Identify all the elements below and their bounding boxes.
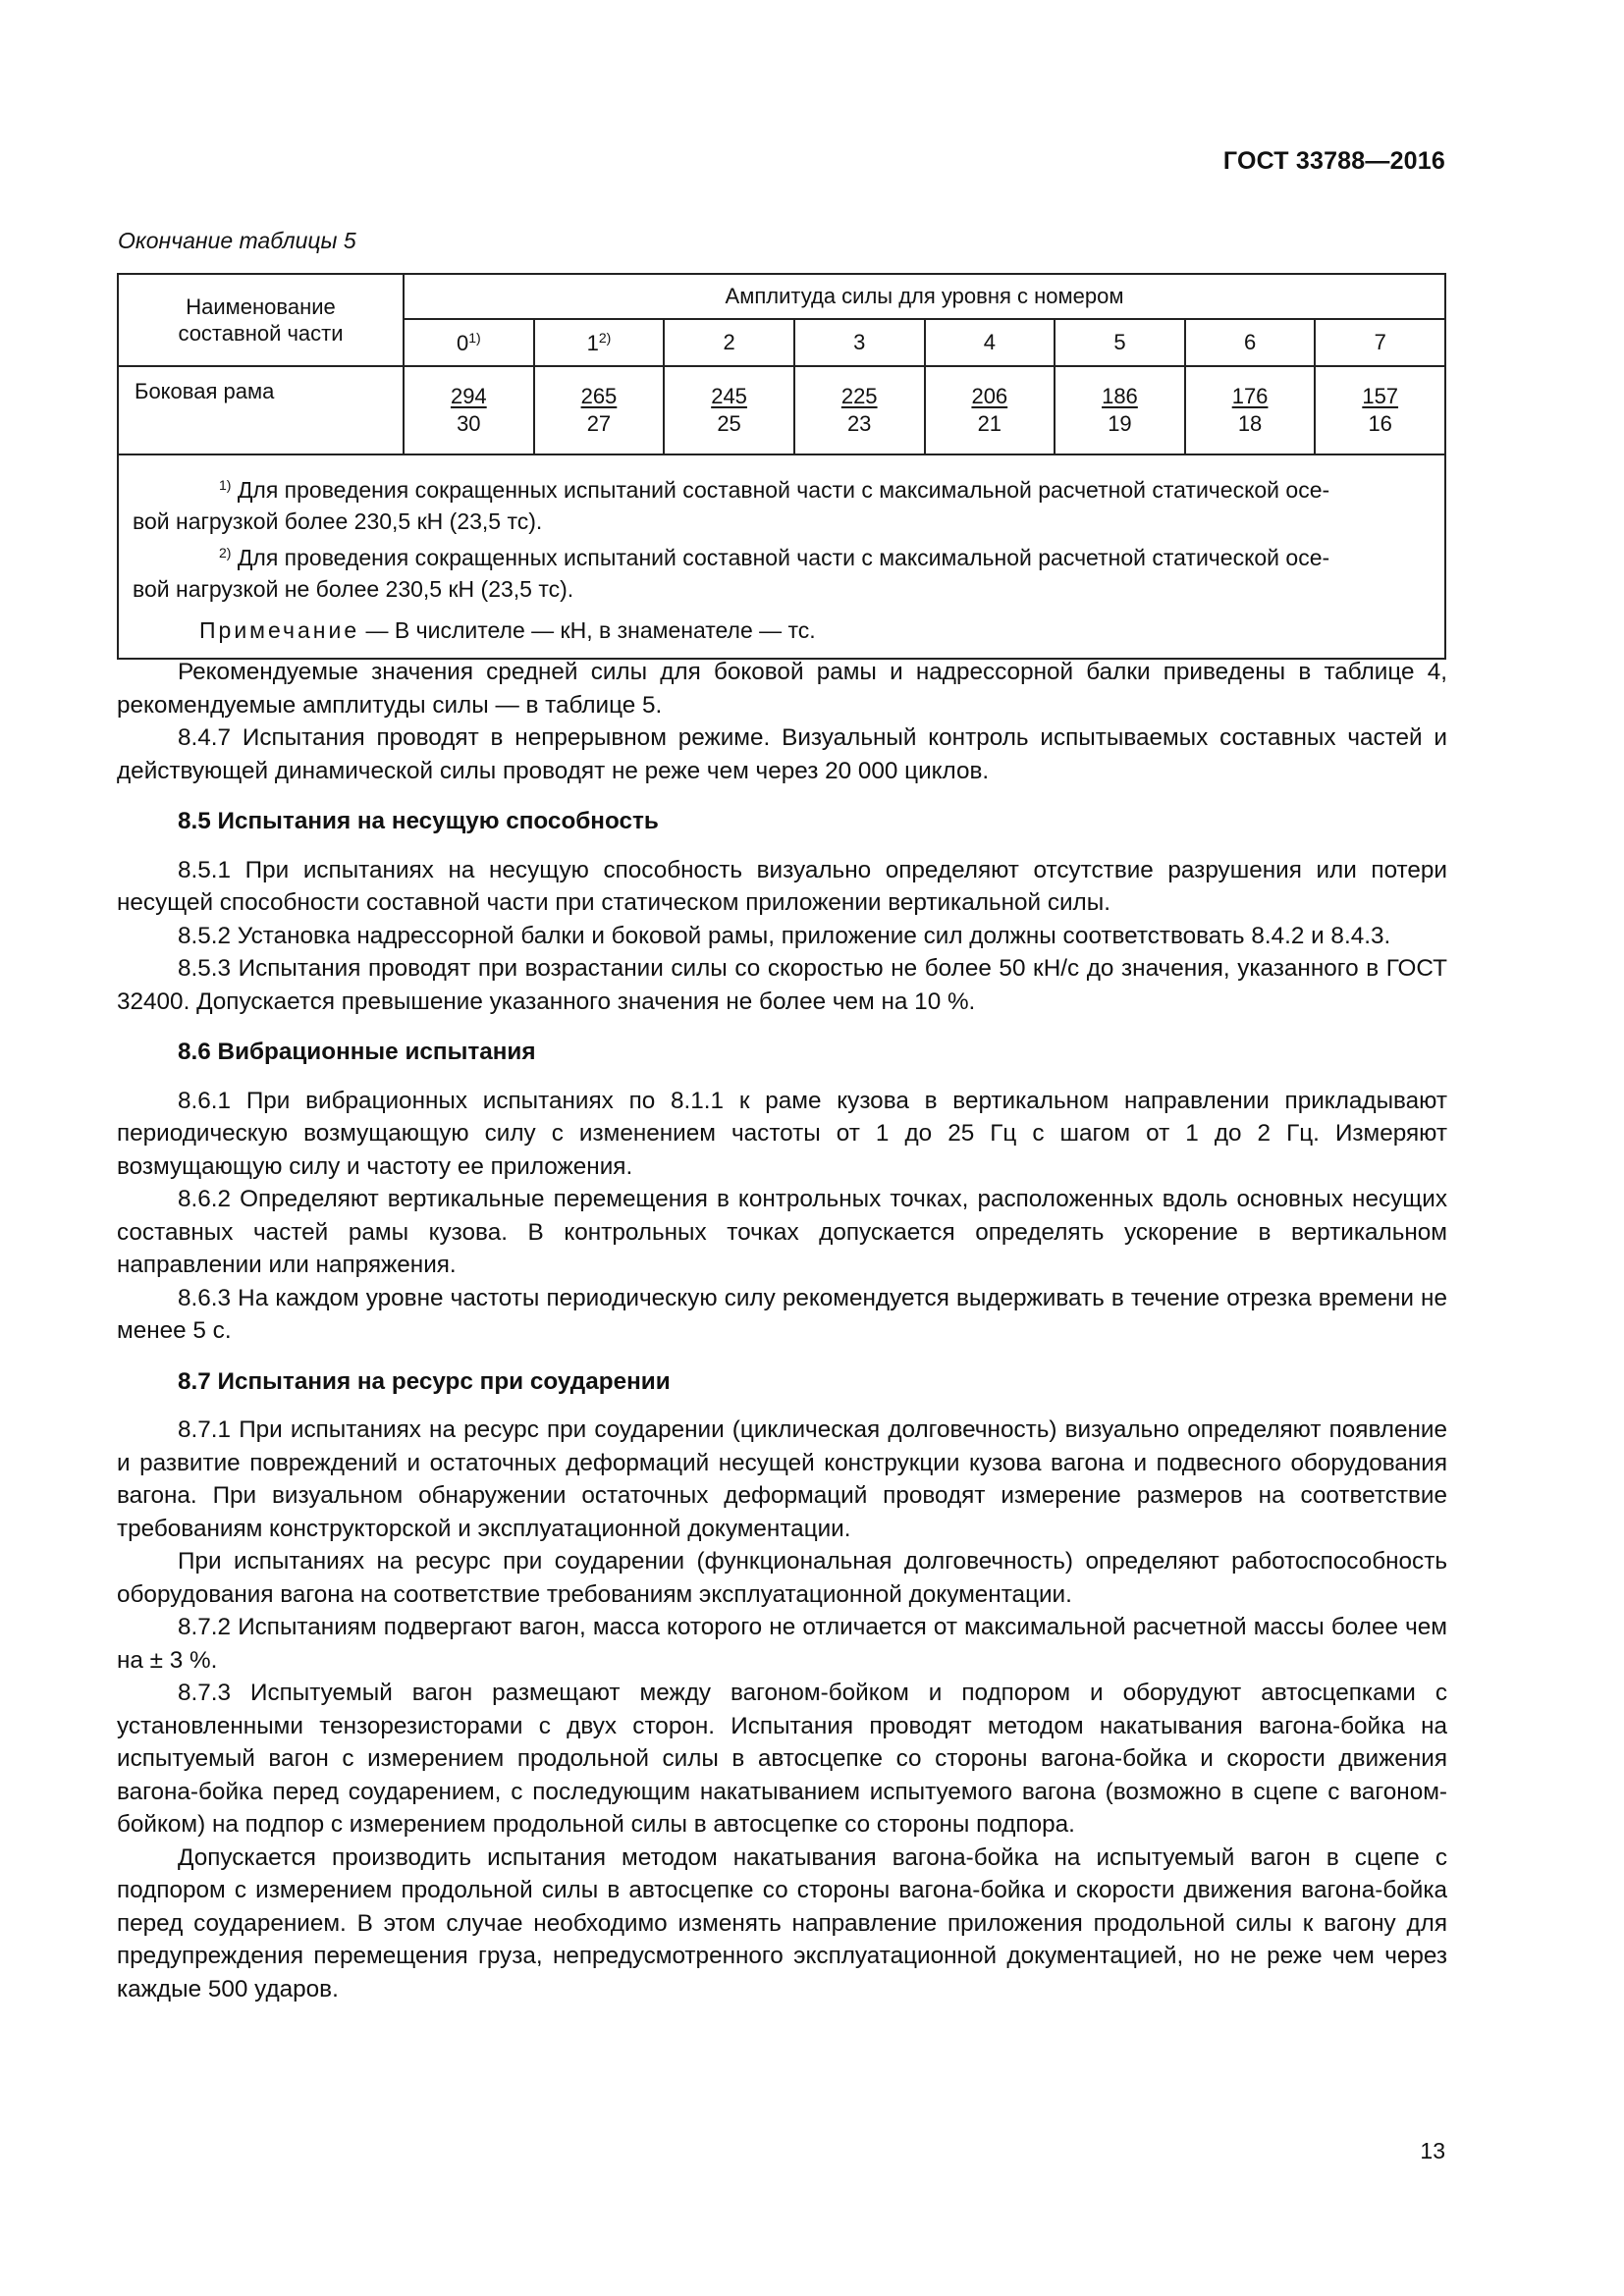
page-number: 13: [1420, 2138, 1445, 2163]
table-notes: [118, 454, 1445, 659]
fraction-value: [971, 383, 1007, 438]
paragraph: 8.5.1 При испытаниях на несущую способность визуально определяют отсутствие разрушения или потери несущей способности составной части при статическом приложении вертикальной силы.: [117, 856, 1447, 916]
paragraph: 8.7.1 При испытаниях на ресурс при соударении (циклическая долговечность) визуально определяют появление и развитие повреждений и остаточных деформаций несущей конструкции кузова вагона и подвесного оборудования вагона. При визуальном обнаружении остаточных деформаций проводят измерение размеров на соответствие требованиям конструкторской и эксплуатационной документации.: [117, 1416, 1447, 1542]
section-heading-8-7: 8.7 Испытания на ресурс при соударении: [178, 1367, 671, 1395]
numerator-kn: 265: [580, 384, 618, 408]
denominator-tc: 16: [1368, 411, 1392, 436]
section-heading-8-6: 8.6 Вибрационные испытания: [178, 1039, 536, 1065]
fraction-value: [841, 383, 878, 438]
numerator-kn: 245: [711, 384, 747, 408]
fraction-value: [451, 383, 487, 438]
denominator-tc: 19: [1108, 411, 1132, 436]
amplitude-cell: [534, 366, 665, 454]
level-header-2: 2: [664, 319, 794, 366]
footnote-2-cont: вой нагрузкой не более 230,5 кН (23,5 тс).: [133, 576, 574, 602]
fraction-value: [711, 383, 747, 438]
paragraph: 8.6.2 Определяют вертикальные перемещения в контрольных точках, расположенных вдоль основных несущих составных частей рамы кузова. В контрольных точках допускается определять ускорение в вертикальном направлении или напряжения.: [117, 1186, 1447, 1278]
row-label: Боковая рама: [118, 366, 404, 454]
amplitude-cell: [925, 366, 1056, 454]
paragraph: 8.7.3 Испытуемый вагон размещают между вагоном-бойком и подпором и оборудуют автосцепками с установленными тензорезисторами с двух сторон. Испытания проводят методом накатывания вагона-бойка на испытуемый вагон с измерением продольной силы в автосцепке со стороны вагона-бойка и скорости движения вагона-бойка перед соударением, с последующим накатыванием испытуемого вагона (возможно в сцепе с вагоном-бойком) на подпор с измерением продольной силы в автосцепке со стороны подпора.: [117, 1680, 1447, 1838]
level-header-3: 3: [794, 319, 925, 366]
denominator-tc: 25: [717, 411, 741, 436]
level-header-6: 6: [1185, 319, 1316, 366]
paragraph: 8.5.3 Испытания проводят при возрастании силы со скоростью не более 50 кН/с до значения, указанного в ГОСТ 32400. Допускается превышение указанного значения не более чем на 10 %.: [117, 955, 1447, 1015]
amplitude-cell: [794, 366, 925, 454]
paragraph: 8.4.7 Испытания проводят в непрерывном режиме. Визуальный контроль испытываемых составных частей и действующей динамической силы проводят не реже чем через 20 000 циклов.: [117, 724, 1447, 784]
level-header-4: 4: [925, 319, 1056, 366]
paragraph: При испытаниях на ресурс при соударении (функциональная долговечность) определяют работоспособность оборудования вагона на соответствие требованиям эксплуатационной документации.: [117, 1548, 1447, 1608]
numerator-kn: 186: [1102, 384, 1138, 408]
denominator-tc: 18: [1237, 411, 1263, 436]
amplitude-cell: [1315, 366, 1445, 454]
amplitude-header: Амплитуда силы для уровня с номером: [404, 274, 1445, 319]
numerator-kn: 294: [450, 384, 487, 408]
numerator-kn: 176: [1231, 384, 1269, 408]
body-text: [117, 656, 1447, 2005]
amplitude-cell: [1185, 366, 1316, 454]
denominator-tc: 30: [457, 411, 481, 436]
numerator-kn: 157: [1362, 384, 1399, 408]
name-column-header: Наименование составной части: [118, 274, 404, 366]
footnote-2: $^{2)}$ Для проведения сокращенных испытаний составной части с максимальной расчетной статической осе-: [219, 545, 1330, 570]
amplitude-cell: [404, 366, 534, 454]
paragraph: Рекомендуемые значения средней силы для боковой рамы и надрессорной балки приведены в таблице 4, рекомендуемые амплитуды силы — в таблице 5.: [117, 659, 1447, 719]
amplitude-cell: [664, 366, 794, 454]
table-caption: Окончание таблицы 5: [118, 228, 356, 253]
fraction-value: [1362, 383, 1398, 438]
amplitude-cell: [1055, 366, 1185, 454]
footnote-1-cont: вой нагрузкой более 230,5 кН (23,5 тс).: [133, 508, 543, 534]
document-id: ГОСТ 33788—2016: [1222, 147, 1445, 175]
level-header-7: 7: [1315, 319, 1445, 366]
paragraph: 8.5.2 Установка надрессорной балки и боковой рамы, приложение сил должны соответствовать 8.4.2 и 8.4.3.: [178, 922, 1391, 949]
footnote-1: $^{1)}$ Для проведения сокращенных испытаний составной части с максимальной расчетной статической осе-: [219, 477, 1330, 503]
paragraph: 8.7.2 Испытаниям подвергают вагон, масса которого не отличается от максимальной расчетной массы более чем на ± 3 %.: [117, 1614, 1447, 1674]
level-header-1: 1$^{2)}$: [534, 319, 665, 366]
level-header-5: 5: [1055, 319, 1185, 366]
section-heading-8-5: 8.5 Испытания на несущую способность: [178, 808, 659, 834]
table-row: [118, 366, 1445, 454]
denominator-tc: 23: [846, 411, 872, 436]
fraction-value: [1102, 383, 1138, 438]
fraction-value: [1232, 383, 1269, 438]
numerator-kn: 225: [840, 384, 878, 408]
paragraph: 8.6.3 На каждом уровне частоты периодическую силу рекомендуется выдерживать в течение отрезка времени не менее 5 с.: [117, 1284, 1447, 1344]
paragraph: 8.6.1 При вибрационных испытаниях по 8.1.1 к раме кузова в вертикальном направлении прикладывают периодическую возмущающую силу с изменением частоты от 1 до 25 Гц с шагом от 1 до 2 Гц. Измеряют возмущающую силу и частоту ее приложения.: [117, 1087, 1447, 1180]
table-5: [117, 273, 1446, 660]
amplitude-table: [117, 273, 1446, 660]
table-remark: Примечание — В числителе — кН, в знаменателе — тс.: [199, 617, 816, 643]
denominator-tc: 27: [586, 411, 612, 436]
denominator-tc: 21: [977, 411, 1002, 436]
level-header-0: 0$^{1)}$: [404, 319, 534, 366]
numerator-kn: 206: [971, 384, 1008, 408]
fraction-value: [581, 383, 618, 438]
paragraph: Допускается производить испытания методом накатывания вагона-бойка на испытуемый вагон в сцепе с подпором с измерением продольной силы в автосцепке со стороны вагона-бойка и скорости движения вагона-бойка перед соударением. В этом случае необходимо изменять направление приложения продольной силы к вагону для предупреждения перемещения груза, непредусмотренного эксплуатационной документацией, но не реже чем через каждые 500 ударов.: [117, 1843, 1447, 2002]
